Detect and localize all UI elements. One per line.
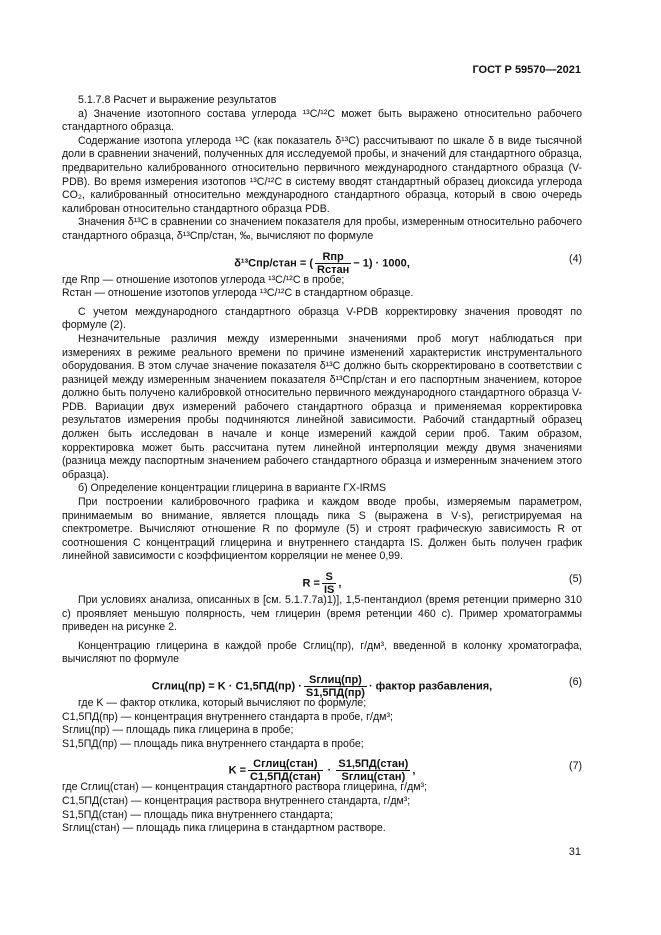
page-number: 31: [568, 846, 581, 858]
definition-line: S1,5ПД(стан) — площадь пика внутреннего стандарта;: [62, 808, 333, 821]
section-heading: б) Определение концентрации глицерина в варианте ГХ-IRMS: [78, 482, 387, 495]
eq7-number: (7): [569, 760, 582, 773]
eq4-rhs: − 1) · 1000,: [353, 256, 410, 269]
equation-4: [62, 244, 582, 274]
eq4-lhs: δ¹³Cпр/стан = (: [234, 256, 314, 269]
paragraph: Концентрацию глицерина в каждой пробе Cглиц(пр), г/дм³, введенной в колонку хроматографа, вычисляют по формуле: [62, 639, 582, 666]
paragraph: При условиях анализа, описанных в [см. 5.1.7.7а)1)], 1,5-пентандиол (время ретенции примерно 310 с) проявляет меньшую полярность, чем глицерин (время ретенции 460 с). Пример хроматограммы приведен на рисунке 2.: [62, 594, 582, 634]
where-line: Rстан — отношение изотопов углерода ¹³C/¹²C в стандартном образце.: [62, 287, 414, 300]
eq6-lhs: Cглиц(пр) = K · C1,5ПД(пр) ·: [151, 680, 302, 693]
paragraph: При построении калибровочного графика и каждом вводе пробы, измеряемым параметром, принимаемым во внимание, является площадь пика S (выражена в V·s), регистрируемая на спектрометре. Вычисляют отношение R по формуле (5) и строят графическую зависимость R от соотношения C концентраций глицерина и внутреннего стандарта IS. Должен быть получен график линейной зависимости с коэффициентом корреляции не менее 0,99.: [62, 496, 582, 563]
eq6-denominator: S1,5ПД(пр): [305, 686, 365, 699]
eq5-numerator: S: [322, 571, 336, 584]
eq4-denominator: Rстан: [317, 263, 350, 276]
paragraph: Незначительные различия между измеренными значениями проб могут наблюдаться при измерениях в режиме реального времени по причине изменений характеристик инструментального оборудования. В этом случае значение показателя δ¹³C должно быть скорректировано в соответствии с разницей между измеренным значением показателя δ¹³Cпр/стан и его паспортным значением, которое должно быть получено калибровкой относительно первичного международного стандартного образца V-PDB. Вариации двух измерений рабочего стандартного образца и применяемая корректировка результатов измерения пробы подчиняются линейной зависимости. Рабочий стандартный образец должен быть исследован в начале и конце измерений каждой серии проб. Таким образом, корректировка может быть рассчитана путем линейной интерполяции между двумя значениями (разница между паспортным значением рабочего стандартного образца и измеренным значением этого образца).: [62, 332, 582, 481]
equation-6: [62, 667, 582, 697]
eq5-lhs: R =: [302, 577, 320, 590]
definition-line: где Cглиц(стан) — концентрация стандартного раствора глицерина, г/дм³;: [62, 781, 428, 794]
definition-line: Sглиц(пр) — площадь пика глицерина в пробе;: [62, 724, 294, 737]
definition-line: S1,5ПД(пр) — площадь пика внутреннего стандарта в пробе;: [62, 737, 364, 750]
eq7-denominator-2: Sглиц(стан): [341, 771, 406, 784]
definitions-eq6: [62, 697, 582, 751]
eq7-denominator-1: C1,5ПД(стан): [250, 771, 321, 784]
page-content: [62, 94, 582, 836]
eq5-rhs: ,: [338, 577, 342, 590]
equation-7: K = $\frac{\text{Cглиц(стан)}}{\text{C1,5ПД(стан)}}$ · $\frac{\text{S1,5ПД(стан)}}{\text{Sглиц(стан)}}$ , (7): [228, 758, 582, 784]
paragraph: Содержание изотопа углерода ¹³C (как показатель δ¹³C) рассчитывают по шкале δ в виде тысячной доли в сравнении значений, полученных для исследуемой пробы, и значений для стандартного образца, предварительно калиброванного относительно первичного международного стандартного образца (V-PDB). Во время измерения изотопов ¹³C/¹²C в систему вводят стандартный образец диоксида углерода CO₂, калиброванный относительно международного стандартного образца, который в свою очередь калиброван относительно стандартного образца PDB.: [62, 134, 582, 215]
definition-line: где K — фактор отклика, который вычисляют по формуле;: [78, 696, 367, 709]
eq7-rhs: ,: [412, 764, 416, 777]
eq6-rhs: · фактор разбавления,: [368, 680, 493, 693]
paragraph: С учетом международного стандартного образца V-PDB корректировку значения проводят по формуле (2).: [62, 305, 582, 332]
paragraph: а) Значение изотопного состава углерода ¹³C/¹²C может быть выражено относительно рабочего стандартного образца.: [62, 107, 582, 134]
eq4-number: (4): [569, 252, 582, 265]
definition-line: C1,5ПД(стан) — концентрация раствора внутреннего стандарта, г/дм³;: [62, 794, 411, 807]
eq7-lhs: K =: [228, 764, 247, 777]
eq4-numerator: Rпр: [315, 251, 351, 264]
eq6-number: (6): [569, 675, 582, 688]
eq6-numerator: Sглиц(пр): [304, 674, 367, 687]
eq5-denominator: IS: [323, 584, 335, 596]
standard-header: ГОСТ Р 59570—2021: [472, 64, 581, 76]
definition-line: C1,5ПД(пр) — концентрация внутреннего стандарта в пробе, г/дм³;: [62, 710, 393, 723]
eq5-number: (5): [569, 573, 582, 585]
definitions-eq7: [62, 781, 582, 835]
eq7-numerator-2: S1,5ПД(стан): [338, 758, 409, 771]
eq7-numerator-1: Cглиц(стан): [248, 758, 323, 771]
paragraph: Значения δ¹³C в сравнении со значением показателя для пробы, измеренным относительно рабочего стандартного образца, δ¹³Cпр/стан, ‰, вычисляют по формуле: [62, 216, 582, 242]
section-heading: 5.1.7.8 Расчет и выражение результатов: [78, 94, 277, 106]
where-line: где Rпр — отношение изотопов углерода ¹³C/¹²C в пробе;: [62, 273, 345, 286]
definition-line: Sглиц(стан) — площадь пика глицерина в стандартном растворе.: [62, 822, 386, 835]
equation-5: [62, 564, 582, 594]
